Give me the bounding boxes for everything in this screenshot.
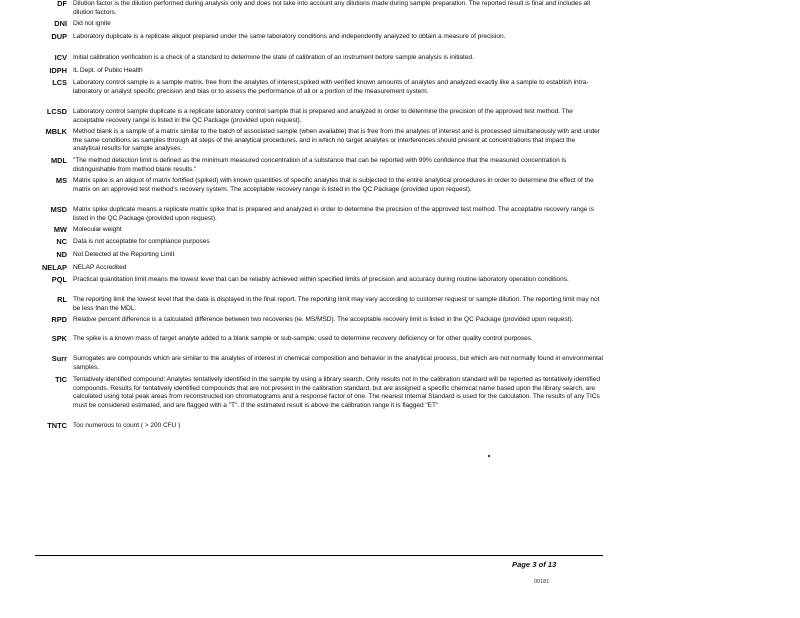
glossary-definition: Practical quantitation limit means the lowest level that can be reliably achieved within specified limits of precision and accuracy during routine laboratory operation conditions. [73,276,569,283]
glossary-definition: IL Dept. of Public Health [73,67,143,74]
glossary-definition: Relative percent difference is a calculated difference between two recoveries (ie. MS/MSD). The acceptable recovery limit is listed in the QC Package (provided upon request). [73,316,574,323]
glossary-definition: Laboratory control sample is a sample matrix, free from the analytes of interest,spiked with verified known amounts of analytes and analyzed exactly like a sample to establish intra-laboratory or analyst specific precision and bias or to assess the performance of all or a portion of the measurement system. [73,79,589,95]
glossary-term: IDPH [49,66,67,75]
glossary-term: TIC [55,375,67,384]
glossary-term: LCS [52,78,67,87]
glossary-definition: NELAP Accredited [73,264,127,271]
glossary-term: MSD [50,205,67,214]
glossary-term: MDL [50,156,67,165]
glossary-term: Surr [51,354,67,363]
glossary-definition: Molecular weight [73,226,122,233]
glossary-term: DF [57,0,67,8]
glossary-term: SPK [51,334,67,343]
footer-divider [35,555,603,556]
glossary-term: PQL [51,275,67,284]
glossary-term: NELAP [41,263,67,272]
page-number: Page 3 of 13 [512,560,557,569]
bates-stamp: 00181 [534,579,550,585]
glossary-term: ICV [54,53,67,62]
glossary-definition: Method blank is a sample of a matrix similar to the batch of associated sample (when available) that is free from the analytes of interest and is processed simultaneously with and under the same conditions as samples through all steps of the analytical procedures, and in which no target analytes or interferences should present at concentrations that impact the analytical results for sample analyses. [73,128,600,153]
glossary-term: TNTC [47,421,67,430]
glossary-definition: Initial calibration verification is a check of a standard to determine the state of calibration of an instrument before sample analysis is initiated. [73,54,474,61]
glossary-term: NC [56,237,67,246]
glossary-definition: Tentatively identified compound: Analytes tentatively identified in the sample by using a library search. Only results not in the calibration standard will be reported as tentatively identified compounds. Results for tentatively identified compounds that are not present in the calibration standard, but are assigned a specific chemical name based upon the library search, are calculated using total peak areas from reconstructed ion chromatograms and a response factor of one. The nearest Internal Standard is used for the calculation. The results of any TICs must be considered estimated, and are flagged with a "T". If the estimated result is above the calibration range it is flagged "ET" [73,376,600,409]
glossary-definition: Data is not acceptable for compliance purposes [73,238,210,245]
glossary-definition: The spike is a known mass of target analyte added to a blank sample or sub-sample; used to determine recovery deficiency or for other quality control purposes. [73,335,533,342]
glossary-definition: Too numerous to count ( > 200 CFU ) [73,422,181,429]
glossary-definition: Did not ignite [73,20,111,27]
glossary-term: MW [53,225,67,234]
glossary-definition: "The method detection limit is defined as the minimum measured concentration of a substance that can be reported with 99% confidence that the measured concentration is distinguishable from method blank results." [73,157,567,173]
glossary-definition: Matrix spike duplicate means a replicate matrix spike that is prepared and analyzed in order to determine the precision of the approved test method. The acceptable recovery range is listed in the QC Package (provided upon request). [73,206,594,222]
glossary-definition: Surrogates are compounds which are similar to the analytes of interest in chemical composition and behavior in the analytical process, but which are not normally found in environmental samples. [73,355,603,371]
glossary-definition: Dilution factor is the dilution performed during analysis only and does not take into account any dilutions made during sample preparation. The reported result is final and includes all dilution factors. [73,0,590,16]
glossary-definition: Laboratory duplicate is a replicate aliquot prepared under the same laboratory conditions and independently analyzed to obtain a measure of precision. [73,33,506,40]
glossary-term: RPD [51,315,67,324]
glossary-term: MBLK [45,127,67,136]
glossary-definition: Laboratory control sample duplicate is a replicate laboratory control sample that is prepared and analyzed in order to determine the precision of the approved test method. The acceptable recovery range is listed in the QC Package (provided upon request). [73,108,573,124]
glossary-term: ND [56,250,67,259]
glossary-definition: The reporting limit the lowest level that the data is displayed in the final report. The reporting limit may vary according to customer request or sample dilution. The reporting limit may not be less than the MDL. [73,296,600,312]
glossary-term: DUP [51,32,67,41]
glossary-term: RL [57,295,67,304]
glossary-definition: Matrix spike is an aliquot of matrix fortified (spiked) with known quantities of specific analytes that is subjected to the entire analytical procedures in order to determine the effect of the matrix on an approved test method's recovery system. The acceptable recovery range is listed in the QC Package (provided upon request). [73,177,594,193]
glossary-term: DNI [54,19,67,28]
glossary-term: MS [55,176,67,185]
glossary-definition: Not Detected at the Reporting Limit [73,251,175,258]
glossary-term: LCSD [46,107,67,116]
scan-speck [488,455,490,457]
